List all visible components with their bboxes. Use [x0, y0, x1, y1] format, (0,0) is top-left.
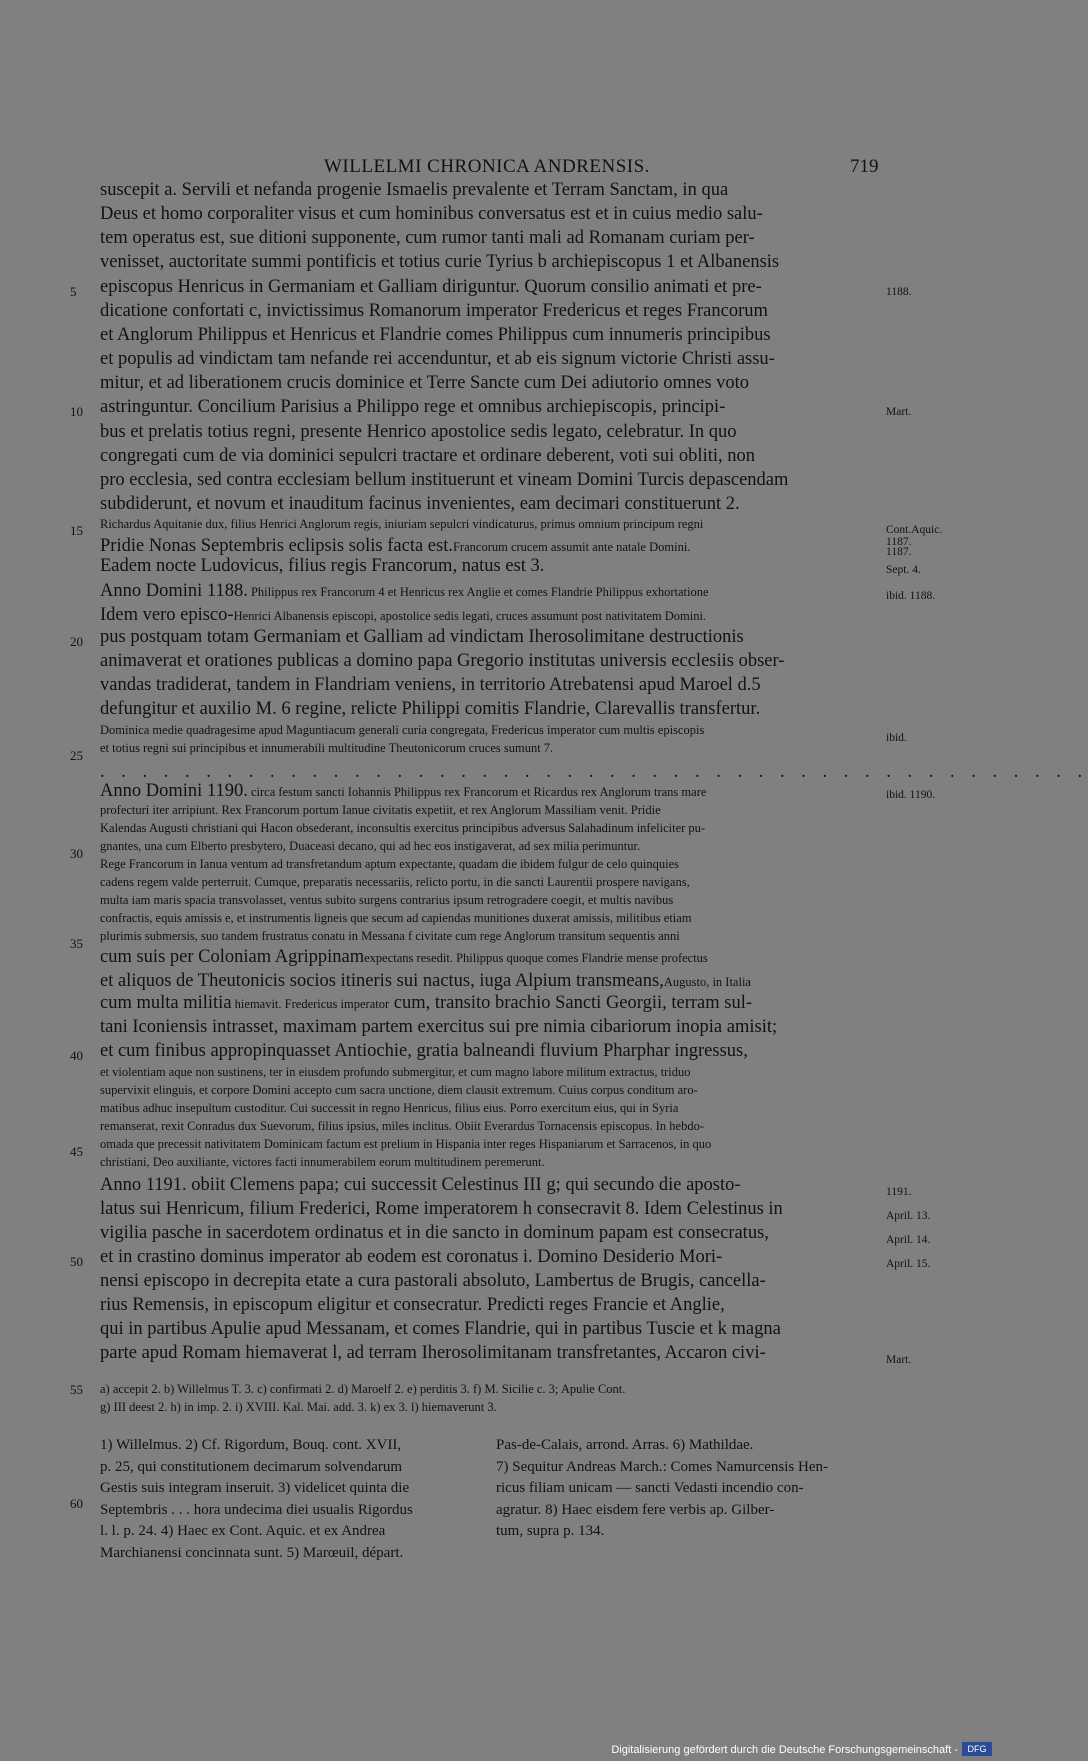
text-line [100, 742, 880, 760]
text-line-content: venisset, auctoritate summi pontificis et totius curie Tyrius b archiepiscopus 1 et Albanensis [100, 252, 780, 272]
text-line-content: et totius regni sui principibus et innumerabili multitudine Theutonicorum cruces sumunt 7. [100, 741, 554, 755]
text-line-content [100, 582, 880, 606]
text-line-content: pro ecclesia, sed contra ecclesiam bellum instituerunt et vineam Domini Turcis depascendam [100, 470, 789, 490]
text-line [100, 326, 880, 350]
text-line-content: Kalendas Augusti christiani qui Hacon obsederant, inconsultis exercitus principibus adversus Salahadinum infeliciter pu- [100, 821, 706, 835]
text-line-content: latus sui Henricum, filium Frederici, Rome imperatorem h consecravit 8. Idem Celestinus in [100, 1199, 783, 1219]
text-line-content: congregati cum de via dominici sepulcri tractare et ordinare deberent, voti sui obliti, non [100, 446, 755, 466]
text-line [100, 676, 880, 700]
text-line-content: dicatione confortati c, invictissimus Romanorum imperator Fredericus et reges Francorum [100, 301, 768, 321]
text-line-content: qui in partibus Apulie apud Messanam, et comes Flandrie, qui in partibus Tuscie et k magna [100, 1319, 781, 1339]
footnote-line: Pas-de-Calais, arrond. Arras. 6) Mathildae. [496, 1437, 754, 1453]
text-line-content: et in crastino dominus imperator ab eodem est coronatus i. Domino Desiderio Mori- [100, 1247, 723, 1267]
text-line-content: bus et prelatis totius regni, presente Henrico apostolice sedis legato, celebratur. In quo [100, 422, 737, 442]
text-segment: et aliquos de Theutonicis socios itineris sui nactus, iuga Alpium transmeans, [100, 971, 664, 991]
text-line [100, 278, 880, 302]
text-line [100, 1042, 880, 1066]
text-line-content: tani Iconiensis intrasset, maximam partem exercitus sui pre nimia cibariorum inopia amisit; [100, 1017, 778, 1037]
text-line-content: supervixit elinguis, et corpore Domini accepto cum sacra unctione, diem clausit extremum. Cuius corpus conditum aro- [100, 1083, 698, 1097]
margin-note: Cont.Aquic. [886, 524, 943, 536]
text-line [100, 1120, 880, 1138]
text-line-content: vandas tradiderat, tandem in Flandriam veniens, in territorio Atrebatensi apud Maroel d.5 [100, 675, 761, 695]
text-line [100, 302, 880, 326]
digitization-credit: Digitalisierung gefördert durch die Deutsche Forschungsgemeinschaft - [611, 1744, 958, 1756]
line-number: 15 [70, 523, 83, 538]
text-line [100, 858, 880, 876]
margin-note: Sept. 4. [886, 564, 921, 576]
margin-note: 1187. [886, 536, 912, 548]
text-line [100, 1156, 880, 1174]
text-line-content: et Anglorum Philippus et Henricus et Flandrie comes Philippus cum innumeris principibus [100, 325, 771, 345]
text-line-content: defungitur et auxilio M. 6 regine, relicte Philippi comitis Flandrie, Clarevallis transfertur. [100, 699, 761, 719]
text-line-content: et cum finibus appropinquasset Antiochie, gratia balneandi fluvium Pharphar ingressus, [100, 1041, 748, 1061]
footnote-line: l. l. p. 24. 4) Haec ex Cont. Aquic. et ex Andrea [100, 1523, 386, 1539]
margin-note: April. 14. [886, 1234, 931, 1246]
footnotes-left [100, 1438, 490, 1567]
text-line-content: parte apud Romam hiemaverat l, ad terram Iherosolimitanam transfretantes, Accaron civi- [100, 1343, 766, 1363]
text-line [100, 582, 880, 606]
text-line-content: Richardus Aquitanie dux, filius Henrici Anglorum regis, iniuriam sepulcri vindicaturus, primus omnium principum regni [100, 517, 704, 531]
text-line [100, 1138, 880, 1156]
text-line [100, 1176, 880, 1200]
text-line-content [100, 948, 880, 972]
line-number: 45 [70, 1144, 83, 1159]
text-line [100, 876, 880, 894]
text-line-content: Dominica medie quadragesime apud Maguntiacum generali curia congregata, Fredericus imperator cum multis episcopis [100, 723, 705, 737]
footnote-line: 7) Sequitur Andreas March.: Comes Namurcensis Hen- [496, 1458, 829, 1475]
text-line-content: mitur, et ad liberationem crucis dominice et Terre Sancte cum Dei adiutorio omnes voto [100, 373, 750, 393]
footnote-line: agratur. 8) Haec eisdem fere verbis ap. Gilber- [496, 1501, 775, 1518]
text-line [100, 374, 880, 398]
margin-note: 1191. [886, 1186, 912, 1198]
margin-note: Mart. [886, 1354, 912, 1366]
line-number: 60 [70, 1496, 83, 1511]
text-line [100, 804, 880, 822]
text-line [100, 1200, 880, 1224]
text-line [100, 1320, 880, 1344]
text-line-content: gnantes, una cum Elberto presbytero, Duaceasi decano, qui ad hec eos instigaverat, ad sex milia perimuntur. [100, 839, 641, 853]
text-segment: Henrici Albanensis episcopi, apostolice sedis legati, cruces assumunt post nativitatem Domini. [233, 609, 707, 623]
text-line [100, 1344, 880, 1368]
line-number: 20 [70, 634, 83, 649]
text-line [100, 181, 880, 205]
text-line [100, 1224, 880, 1248]
text-line [100, 994, 880, 1018]
text-line [100, 700, 880, 724]
text-line-content: . . . . . . . . . . . . . . . . . . . . . . . . . . . . . . . . . . . . . . . . . . . . . . . [100, 762, 1088, 782]
text-segment: cum multa militia [100, 993, 232, 1013]
text-line-content: christiani, Deo auxiliante, victores facti innumerabilem eorum multitudinem peremerunt. [100, 1155, 545, 1169]
line-number: 50 [70, 1254, 83, 1269]
text-line-content: et populis ad vindictam tam nefande rei accenduntur, et ab eis signum victorie Christi assu- [100, 349, 775, 369]
text-line [100, 822, 880, 840]
text-line-content: et violentiam aque non sustinens, ter in eiusdem profundo submergitur, et cum magno labore militum extractus, triduo [100, 1065, 691, 1079]
text-line-content: Eadem nocte Ludovicus, filius regis Francorum, natus est 3. [100, 556, 545, 576]
text-line-content: vigilia pasche in sacerdotem ordinatus et in die sancto in dominum papam est consecratus, [100, 1223, 769, 1243]
text-line [100, 652, 880, 676]
text-line [100, 471, 880, 495]
text-segment: expectans resedit. Philippus quoque comes Flandrie [364, 951, 624, 965]
text-line [100, 1272, 880, 1296]
text-line-content: astringuntur. Concilium Parisius a Philippo rege et omnibus archiepiscopis, principi- [100, 397, 726, 417]
footnotes-right [496, 1438, 886, 1546]
text-line [100, 229, 880, 253]
text-line-content: remanserat, rexit Conradus dux Suevorum, filius ipsius, miles inclitus. Obiit Everardus Tornacensis episcopus. In hebdo- [100, 1119, 704, 1133]
margin-note: 1188. [886, 286, 912, 298]
text-line [100, 894, 880, 912]
footnote-line: Gestis suis integram inseruit. 3) videlicet quinta die [100, 1480, 410, 1496]
text-segment: Anno Domini 1188. [100, 581, 248, 601]
text-line-content: suscepit a. Servili et nefanda progenie Ismaelis prevalente et Terram Sanctam, in qua [100, 180, 729, 200]
line-number: 30 [70, 846, 83, 861]
margin-note: April. 15. [886, 1258, 931, 1270]
margin-note: Mart. [886, 406, 912, 418]
line-number: 55 [70, 1382, 83, 1397]
text-segment: mense profectus [623, 951, 708, 965]
text-line [100, 1066, 880, 1084]
running-title: WILLELMI CHRONICA ANDRENSIS. [324, 156, 650, 177]
text-line-content: Deus et homo corporaliter visus et cum hominibus conversatus est et in cuius medio salu- [100, 204, 763, 224]
text-segment: Philippus rex Francorum 4 et Henricus rex Anglie et comes Flandrie Philippus exhortatione [247, 585, 709, 599]
margin-note: ibid. [886, 732, 907, 744]
text-segment: Francorum crucem assumit ante natale Domini. [452, 540, 691, 554]
text-line [100, 253, 880, 277]
text-line [100, 912, 880, 930]
footnote-line: tum, supra p. 134. [496, 1523, 605, 1539]
footnote-line: Marchianensi concinnata sunt. 5) Marœuil, départ. [100, 1544, 404, 1561]
text-segment: Augusto, [663, 975, 710, 989]
text-line-content: omada que precessit nativitatem Dominicam factum est prelium in Hispania inter reges Hispaniarum et Sarracenos, in quo [100, 1137, 712, 1151]
text-segment: hiemavit. Fredericus imperator [231, 997, 390, 1011]
footnote-line: p. 25, qui constitutionem decimarum solvendarum [100, 1458, 403, 1475]
text-line-content: episcopus Henricus in Germaniam et Galliam diriguntur. Quorum consilio animati et pre- [100, 277, 762, 297]
text-line-content: subdiderunt, et novum et inauditum facinus invenientes, eam decimari constituerunt 2. [100, 494, 740, 514]
margin-note: ibid. 1190. [886, 789, 936, 801]
text-line-content: confractis, equis amissis e, et instrumentis ligneis que secum ad capiendas munitiones duxerat amissis, militibus etiam [100, 911, 692, 925]
text-line [100, 628, 880, 652]
text-line-content: pus postquam totam Germaniam et Galliam ad vindictam Iherosolimitane destructionis [100, 627, 744, 647]
text-segment: circa festum sancti Iohannis Philippus rex Francorum et Ricardus rex Anglorum trans mare [247, 785, 707, 799]
text-line [100, 205, 880, 229]
line-number: 10 [70, 404, 83, 419]
line-number: 40 [70, 1048, 83, 1063]
text-line [100, 1248, 880, 1272]
text-line [100, 350, 880, 374]
margin-note: April. 13. [886, 1210, 931, 1222]
text-line-content: multa iam maris spacia transvolasset, ventus subito surgens contrarius ipsum retrogradere coegit, et multis navibus [100, 893, 674, 907]
text-segment: cum, transito brachio Sancti Georgii, terram sul- [389, 993, 753, 1013]
text-line [100, 948, 880, 972]
text-segment: Pridie Nonas Septembris eclipsis solis facta est. [100, 536, 453, 556]
footnote-line: Septembris . . . hora undecima diei usualis Rigordus [100, 1501, 413, 1518]
dfg-logo: DFG [962, 1742, 992, 1756]
text-line-content: cadens regem valde perterruit. Cumque, preparatis necessariis, relicto portu, in die sancti Laurentii prospere navigans, [100, 875, 690, 889]
text-line [100, 518, 880, 536]
text-line-content: Rege Francorum in Ianua ventum ad transfretandum aptum expectante, quadam die ibidem fulgur de celo quinquies [100, 857, 679, 871]
text-line [100, 423, 880, 447]
text-line-content: plurimis submersis, suo tandem frustratus conatu in Messana f civitate cum rege Anglorum transitum sequentis anni [100, 929, 680, 943]
footnote-line: ricus filiam unicam — sancti Vedasti incendio con- [496, 1480, 804, 1496]
text-line [100, 495, 880, 519]
text-line-content: rius Remensis, in episcopum eligitur et consecratur. Predicti reges Francie et Anglie, [100, 1295, 725, 1315]
text-line [100, 1084, 880, 1102]
margin-note: 1187. [886, 546, 912, 558]
line-number: 5 [70, 284, 77, 299]
text-line [100, 1018, 880, 1042]
text-segment: Anno Domini 1190. [100, 781, 248, 801]
text-line-content [100, 994, 880, 1018]
variant-line: a) accepit 2. b) Willelmus T. 3. c) confirmati 2. d) Maroelf 2. e) perditis 3. f) M. Sicilie c. 3; Apulie Cont. [100, 1382, 626, 1396]
text-line-content: nensi episcopo in decrepita etate a cura pastorali absoluto, Lambertus de Brugis, cancella- [100, 1271, 766, 1291]
text-line [100, 447, 880, 471]
text-line-content: Anno 1191. obiit Clemens papa; cui successit Celestinus III g; qui secundo die aposto- [100, 1175, 741, 1195]
line-number: 25 [70, 748, 83, 763]
text-line [100, 840, 880, 858]
page-number: 719 [850, 156, 879, 177]
text-segment: in Italia [709, 975, 751, 989]
text-segment: cum suis per Coloniam Agrippinam [100, 947, 365, 967]
text-line [100, 724, 880, 742]
text-line [100, 1296, 880, 1320]
margin-note: ibid. 1188. [886, 590, 936, 602]
text-line-content: tem operatus est, sue ditioni supponente, cum rumor tanti mali ad Romanam curiam per- [100, 228, 755, 248]
text-line-content: profecturi iter arripiunt. Rex Francorum portum Ianue civitatis expetiit, et rex Anglorum Massiliam venit. Pridie [100, 803, 661, 817]
variant-line: g) III deest 2. h) in imp. 2. i) XVIII. Kal. Mai. add. 3. k) ex 3. l) hiemaverunt 3. [100, 1400, 497, 1414]
text-line [100, 1102, 880, 1120]
line-number: 35 [70, 936, 83, 951]
text-line [100, 930, 880, 948]
text-line [100, 557, 880, 581]
text-line [100, 398, 880, 422]
text-line-content: matibus adhuc insepultum custoditur. Cui successit in regno Henricus, filius eius. Porro exercitum eius, qui in Syria [100, 1101, 679, 1115]
text-segment: Idem vero episco- [100, 605, 234, 625]
text-line-content: animaverat et orationes publicas a domino papa Gregorio institutas universis ecclesiis obser- [100, 651, 785, 671]
footnote-line: 1) Willelmus. 2) Cf. Rigordum, Bouq. cont. XVII, [100, 1437, 402, 1453]
